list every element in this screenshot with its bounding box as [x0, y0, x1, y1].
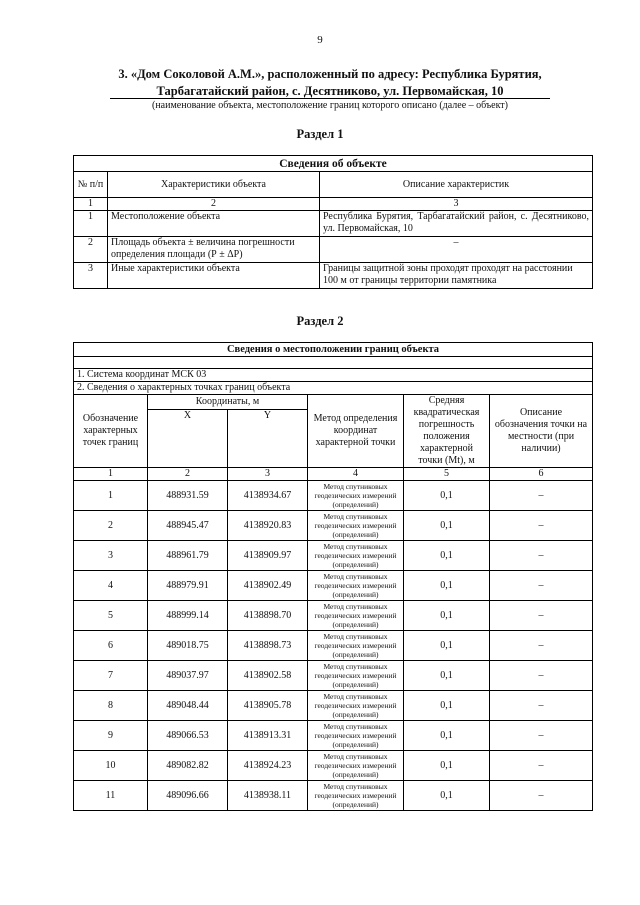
section1-heading: Раздел 1: [296, 127, 344, 141]
coordinate-system: 1. Система координат МСК 03: [74, 369, 593, 382]
accuracy: 0,1: [404, 631, 490, 661]
coord-y: 4138924.23: [228, 751, 308, 781]
table-row: [74, 511, 593, 541]
marking-description: –: [490, 511, 593, 541]
title-underline: [110, 98, 550, 99]
coord-x: 488999.14: [148, 601, 228, 631]
method: Метод спутниковых геодезических измерений (определений): [308, 691, 404, 721]
method: Метод спутниковых геодезических измерений (определений): [308, 601, 404, 631]
table-row: [74, 661, 593, 691]
col-header-x: X: [148, 409, 228, 467]
method: Метод спутниковых геодезических измерений (определений): [308, 511, 404, 541]
col-index: 2: [108, 198, 320, 211]
table-spacer: [74, 357, 593, 369]
method: Метод спутниковых геодезических измерений (определений): [308, 751, 404, 781]
col-header-characteristic: Характеристики объекта: [108, 172, 320, 198]
accuracy: 0,1: [404, 661, 490, 691]
col-index: 1: [74, 198, 108, 211]
col-index: 3: [320, 198, 593, 211]
accuracy: 0,1: [404, 721, 490, 751]
accuracy: 0,1: [404, 751, 490, 781]
method: Метод спутниковых геодезических измерений (определений): [308, 781, 404, 811]
marking-description: –: [490, 541, 593, 571]
coord-x: 488945.47: [148, 511, 228, 541]
table-row: [74, 721, 593, 751]
coord-x: 489048.44: [148, 691, 228, 721]
accuracy: 0,1: [404, 691, 490, 721]
coord-y: 4138920.83: [228, 511, 308, 541]
marking-description: –: [490, 661, 593, 691]
col-index: 5: [404, 468, 490, 481]
method: Метод спутниковых геодезических измерений (определений): [308, 541, 404, 571]
coord-y: 4138898.73: [228, 631, 308, 661]
method: Метод спутниковых геодезических измерений (определений): [308, 661, 404, 691]
title-caption: (наименование объекта, местоположение границ которого описано (далее – объект): [151, 100, 509, 111]
col-index: 2: [148, 468, 228, 481]
marking-description: –: [490, 631, 593, 661]
boundary-points-table: [73, 342, 593, 811]
table-row: [74, 481, 593, 511]
coord-x: 489096.66: [148, 781, 228, 811]
row-number: 1: [74, 211, 108, 237]
col-header-coordinates: Координаты, м: [148, 395, 308, 410]
coord-y: 4138909.97: [228, 541, 308, 571]
point-number: 11: [74, 781, 148, 811]
coord-x: 488979.91: [148, 571, 228, 601]
coord-y: 4138902.49: [228, 571, 308, 601]
accuracy: 0,1: [404, 541, 490, 571]
document-title: [110, 66, 550, 100]
table-row: [74, 631, 593, 661]
accuracy: 0,1: [404, 571, 490, 601]
row-characteristic: Местоположение объекта: [108, 211, 320, 237]
marking-description: –: [490, 601, 593, 631]
marking-description: –: [490, 571, 593, 601]
table-row: [74, 691, 593, 721]
coord-x: 489037.97: [148, 661, 228, 691]
col-header-marking: Описание обозначения точки на местности (при наличии): [490, 395, 593, 468]
col-index: 4: [308, 468, 404, 481]
marking-description: –: [490, 721, 593, 751]
point-number: 7: [74, 661, 148, 691]
coord-x: 488931.59: [148, 481, 228, 511]
table-row: [74, 541, 593, 571]
accuracy: 0,1: [404, 781, 490, 811]
col-index: 1: [74, 468, 148, 481]
col-header-description: Описание характеристик: [320, 172, 593, 198]
marking-description: –: [490, 481, 593, 511]
coord-x: 488961.79: [148, 541, 228, 571]
col-header-point: Обозначение характерных точек границ: [74, 395, 148, 468]
accuracy: 0,1: [404, 481, 490, 511]
point-number: 6: [74, 631, 148, 661]
boundary-table-title: Сведения о местоположении границ объекта: [74, 343, 593, 357]
row-description: Республика Бурятия, Тарбагатайский район, с. Десятниково, ул. Первомайская, 10: [320, 211, 593, 237]
table-row: [74, 211, 593, 237]
col-header-method: Метод определения координат характерной точки: [308, 395, 404, 468]
table-row: [74, 263, 593, 289]
coord-x: 489066.53: [148, 721, 228, 751]
table-row: [74, 237, 593, 263]
marking-description: –: [490, 691, 593, 721]
title-line-1: 3. «Дом Соколовой А.М.», расположенный по адресу: Республика Бурятия,: [118, 67, 542, 81]
col-header-y: Y: [228, 409, 308, 467]
row-description: Границы защитной зоны проходят проходят на расстоянии 100 м от границы территории памятника: [320, 263, 593, 289]
coord-x: 489018.75: [148, 631, 228, 661]
section2-heading: Раздел 2: [296, 314, 344, 328]
point-number: 10: [74, 751, 148, 781]
row-description: –: [320, 237, 593, 263]
coord-y: 4138898.70: [228, 601, 308, 631]
method: Метод спутниковых геодезических измерений (определений): [308, 631, 404, 661]
title-line-2: Тарбагатайский район, с. Десятниково, ул. Первомайская, 10: [156, 84, 504, 98]
marking-description: –: [490, 751, 593, 781]
points-info-line: 2. Сведения о характерных точках границ объекта: [74, 382, 593, 395]
row-characteristic: Иные характеристики объекта: [108, 263, 320, 289]
point-number: 1: [74, 481, 148, 511]
coord-y: 4138913.31: [228, 721, 308, 751]
coord-x: 489082.82: [148, 751, 228, 781]
point-number: 8: [74, 691, 148, 721]
point-number: 2: [74, 511, 148, 541]
table-row: [74, 751, 593, 781]
method: Метод спутниковых геодезических измерений (определений): [308, 571, 404, 601]
marking-description: –: [490, 781, 593, 811]
point-number: 3: [74, 541, 148, 571]
point-number: 9: [74, 721, 148, 751]
accuracy: 0,1: [404, 511, 490, 541]
point-number: 4: [74, 571, 148, 601]
coord-y: 4138905.78: [228, 691, 308, 721]
table-row: [74, 781, 593, 811]
object-info-table-title: Сведения об объекте: [74, 156, 593, 172]
table-row: [74, 571, 593, 601]
row-number: 3: [74, 263, 108, 289]
method: Метод спутниковых геодезических измерений (определений): [308, 481, 404, 511]
coord-y: 4138902.58: [228, 661, 308, 691]
table-row: [74, 601, 593, 631]
coord-y: 4138938.11: [228, 781, 308, 811]
coord-y: 4138934.67: [228, 481, 308, 511]
col-header-accuracy: Средняя квадратическая погрешность положения характерной точки (Mt), м: [404, 395, 490, 468]
point-number: 5: [74, 601, 148, 631]
method: Метод спутниковых геодезических измерений (определений): [308, 721, 404, 751]
row-number: 2: [74, 237, 108, 263]
object-info-table: [73, 155, 593, 289]
col-index: 3: [228, 468, 308, 481]
col-index: 6: [490, 468, 593, 481]
row-characteristic: Площадь объекта ± величина погрешности определения площади (Р ± ΔР): [108, 237, 320, 263]
page-number: 9: [317, 34, 323, 46]
points-body: [74, 481, 593, 811]
accuracy: 0,1: [404, 601, 490, 631]
col-header-num: № п/п: [74, 172, 108, 198]
